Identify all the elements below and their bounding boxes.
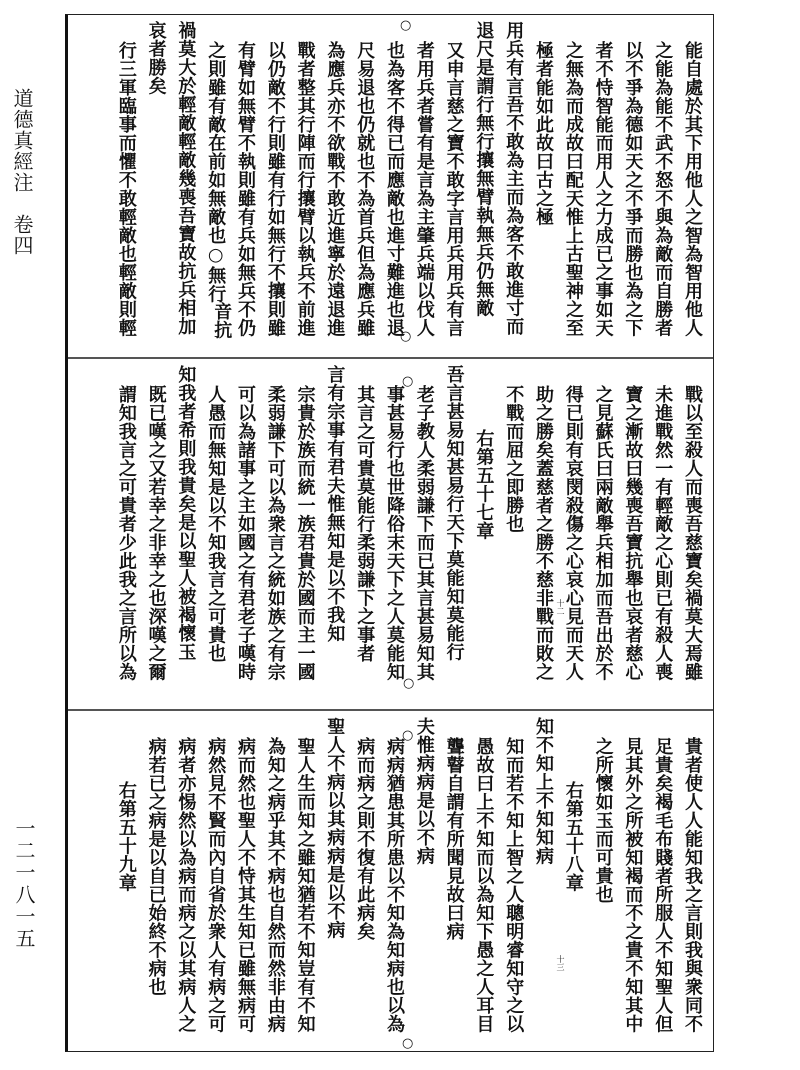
text-column: 未進戰然一有輕敵之心則已有殺人喪 (652, 385, 674, 681)
text-column: 右第五十八章 (562, 781, 584, 892)
text-column: 吾言甚易知甚易行天下莫能知莫能行 (443, 365, 465, 661)
text-column: 退尺是謂行無行攘無臂執無兵仍無敵 (473, 21, 495, 317)
text-column: 哀者勝矣 (145, 21, 167, 95)
page-frame (65, 14, 714, 1052)
circle-mark: ○ (400, 18, 412, 33)
text-column: 可以為諸事之主如國之有君老子嘆時 (235, 385, 256, 681)
text-column: 事甚易行也世降俗末天下之人莫能知 (384, 385, 405, 681)
text-column: 極者能如此故曰古之極 (533, 41, 554, 226)
text-column: 得已則有哀閔殺傷之心哀心見而天人 (562, 385, 584, 681)
text-panel-top (68, 15, 713, 359)
text-column: 聖人生而知之雖知猶若不知豈有不知 (294, 737, 316, 1033)
text-column: 寶之漸故曰幾喪吾寶抗舉也哀者慈心 (622, 385, 644, 681)
text-column: 之能為能不武不怒不與為敵而自勝者 (652, 41, 674, 337)
text-column: 既已嘆之又若幸之非幸之也深嘆之爾 (145, 385, 167, 681)
text-column: 之所懷如玉而可貴也 (592, 737, 614, 904)
text-column: 者不恃智能而用人之力成已之事如天 (592, 41, 614, 337)
text-column: 夫惟病病是以不病 (413, 717, 435, 865)
text-column: 能自處於其下用他人之智為智用他人 (682, 41, 703, 337)
text-column: 病而然也聖人不恃其生知已雖無病可 (235, 737, 256, 1033)
text-column: 人愚而無知是以不知我言之可貴也 (205, 385, 227, 663)
text-column: 禍莫大於輕敵輕敵幾喪吾寶故抗兵相加 (175, 21, 197, 336)
text-column: 又申言慈之寶不敢字言用兵用兵有言 (443, 41, 465, 337)
text-column: 行三軍臨事而懼不敢輕敵也輕敵則輕 (115, 41, 137, 337)
pronunciation-note: 音抗 (211, 302, 233, 339)
circle-mark: ○ (403, 676, 415, 691)
text-column: 知不知上不知知病 (533, 717, 554, 865)
text-column: 右第五十七章 (473, 429, 495, 540)
page-mark: 十三 (556, 955, 565, 971)
text-column: 戰以至殺人而喪吾慈寶矣禍莫大焉雖 (682, 385, 703, 681)
text-column: 宗貴於族而統一族君貴於國而主一國 (294, 385, 316, 681)
text-column: 以仍敵不行則雖有行如無行不攘則雖 (264, 41, 286, 337)
text-column: 病病猶患其所患以不知為知病也以為 (384, 737, 405, 1033)
text-panel-middle (68, 359, 713, 711)
text-column: 尺易退也仍就也不為首兵但為應兵雖 (354, 41, 376, 337)
text-column: 病而病之則不復有此病矣 (354, 737, 376, 941)
text-column: 為知之病乎其不病也自然而然非由病 (264, 737, 286, 1033)
text-column: 戰者整其行陣而行攘臂以執兵不前進 (294, 41, 316, 337)
page-mark: 十二 (556, 599, 565, 615)
text-column: 右第五十九章 (115, 781, 137, 892)
page-number: 一二一八一五 (12, 818, 36, 950)
text-column: 其言之可貴莫能行柔弱謙下之事者 (354, 385, 376, 663)
text-column: 貴者使人人能知我之言則我與衆同不 (682, 737, 703, 1033)
text-column: 柔弱謙下可以為衆言之統如族之有宗 (264, 385, 286, 681)
text-column: 愚故曰上不知而以為知下愚之人耳目 (473, 737, 495, 1033)
text-column: 聖人不病以其病病是以不病 (324, 717, 346, 939)
text-column: 用兵有言吾不敢為主而為客不敢進寸而 (503, 21, 525, 336)
text-column: 者用兵者嘗有是言為主肇兵端以伐人 (413, 41, 435, 337)
text-column: 病若已之病是以自已始終不病也 (145, 737, 167, 996)
text-column: 為應兵亦不欲戰不敢近進寧於遠退進 (324, 41, 346, 337)
text-column: 之則雖有敵在前如無敵也○無行 (205, 41, 227, 303)
text-column: 足貴矣褐毛布賤者所服人不知聖人但 (652, 737, 674, 1033)
circle-mark: ○ (402, 1036, 414, 1051)
text-column: 病然見不賢而內自省於衆人有病之可 (205, 737, 227, 1033)
text-column: 也為客不得已而應敵也進寸難進也退 (384, 41, 405, 337)
text-panel-bottom (68, 711, 713, 1051)
book-title: 道德真經注 卷四 (10, 88, 34, 256)
text-column: 見其外之所被知褐而不之貴不知其中 (622, 737, 644, 1033)
text-column: 助之勝矣蓋慈者之勝不慈非戰而敗之 (533, 385, 554, 681)
text-column: 聾瞽自謂有所聞見故曰病 (443, 737, 465, 941)
circle-mark: ○ (400, 329, 412, 344)
text-column: 謂知我言之可貴者少此我之言所以為 (115, 385, 137, 681)
text-column: 言有宗事有君夫惟無知是以不我知 (324, 365, 346, 643)
text-column: 之無為而成故曰配天惟上古聖神之至 (562, 41, 584, 337)
text-column: 病者亦惕然以為病而病之以其病人之 (175, 737, 197, 1033)
text-column: 有臂如無臂不執則雖有兵如無兵不仍 (235, 41, 256, 337)
text-column: 知而若不知上智之人聰明睿知守之以 (503, 737, 525, 1033)
circle-mark: ○ (402, 728, 414, 743)
text-column: 不戰而屈之即勝也 (503, 385, 525, 533)
text-column: 之見蘇氏曰兩敵舉兵相加而吾出於不 (592, 385, 614, 681)
circle-mark: ○ (402, 374, 414, 389)
text-column: 以不爭為德如天之不爭而勝也為之下 (622, 41, 644, 337)
text-column: 老子教人柔弱謙下而已其言甚易知其 (413, 385, 435, 681)
text-column: 知我者希則我貴矣是以聖人被褐懷玉 (175, 365, 197, 661)
